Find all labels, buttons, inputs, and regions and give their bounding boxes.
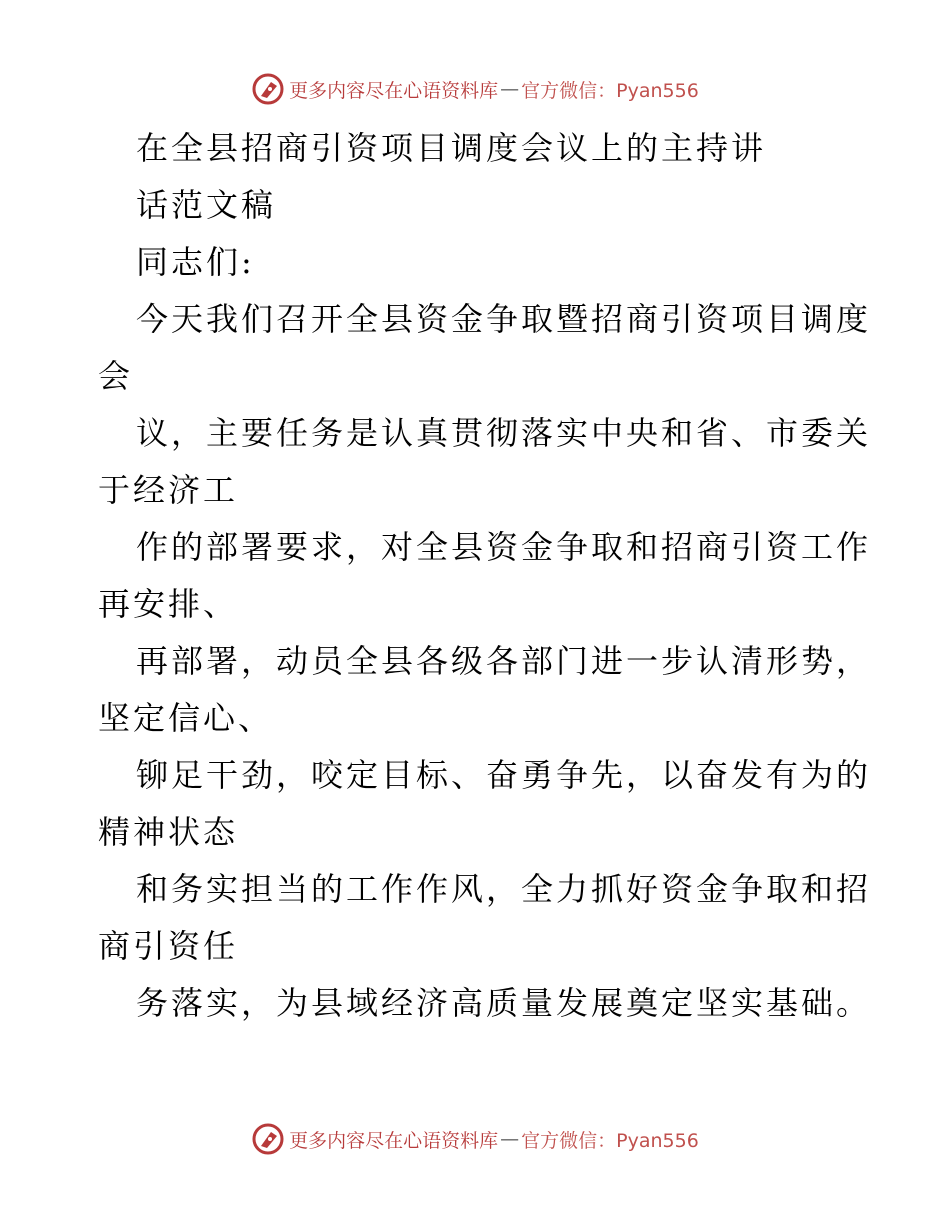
footer-site-text: 更多内容尽在心语资料库	[289, 1129, 499, 1152]
footer-separator: —	[500, 1128, 520, 1150]
paragraph-line: 再安排、	[98, 585, 239, 623]
paragraph-line: 今天我们召开全县资金争取暨招商引资项目调度	[136, 300, 872, 338]
paragraph-line: 精神状态	[98, 813, 239, 851]
header-site-text: 更多内容尽在心语资料库	[289, 79, 499, 102]
paragraph-line: 坚定信心、	[98, 699, 274, 737]
paragraph-line: 作的部署要求，对全县资金争取和招商引资工作	[136, 528, 872, 566]
header-contact-text: 官方微信：Pyan556	[521, 79, 699, 102]
paragraph-line: 铆足干劲，咬定目标、奋勇争先，以奋发有为的	[136, 756, 872, 794]
paragraph-line: 和务实担当的工作作风，全力抓好资金争取和招	[136, 870, 872, 908]
header-banner	[0, 72, 950, 106]
paragraph-line: 议，主要任务是认真贯彻落实中央和省、市委关	[136, 414, 872, 452]
paragraph-line: 再部署，动员全县各级各部门进一步认清形势，	[136, 642, 872, 680]
footer-banner	[0, 1122, 950, 1156]
title-line-1: 在全县招商引资项目调度会议上的主持讲	[136, 129, 767, 167]
footer-contact-text: 官方微信：Pyan556	[521, 1129, 699, 1152]
paragraph-line: 于经济工	[98, 471, 239, 509]
paragraph-line: 务落实，为县域经济高质量发展奠定坚实基础。	[136, 984, 872, 1022]
document-body	[98, 120, 872, 1032]
paragraph-line: 商引资任	[98, 927, 239, 965]
salutation: 同志们:	[136, 243, 255, 281]
paragraph-line: 会	[98, 357, 134, 395]
pen-nib-logo-icon	[251, 1122, 285, 1156]
pen-nib-logo-icon	[251, 72, 285, 106]
title-line-2: 话范文稿	[136, 186, 277, 224]
header-separator: —	[500, 78, 520, 100]
